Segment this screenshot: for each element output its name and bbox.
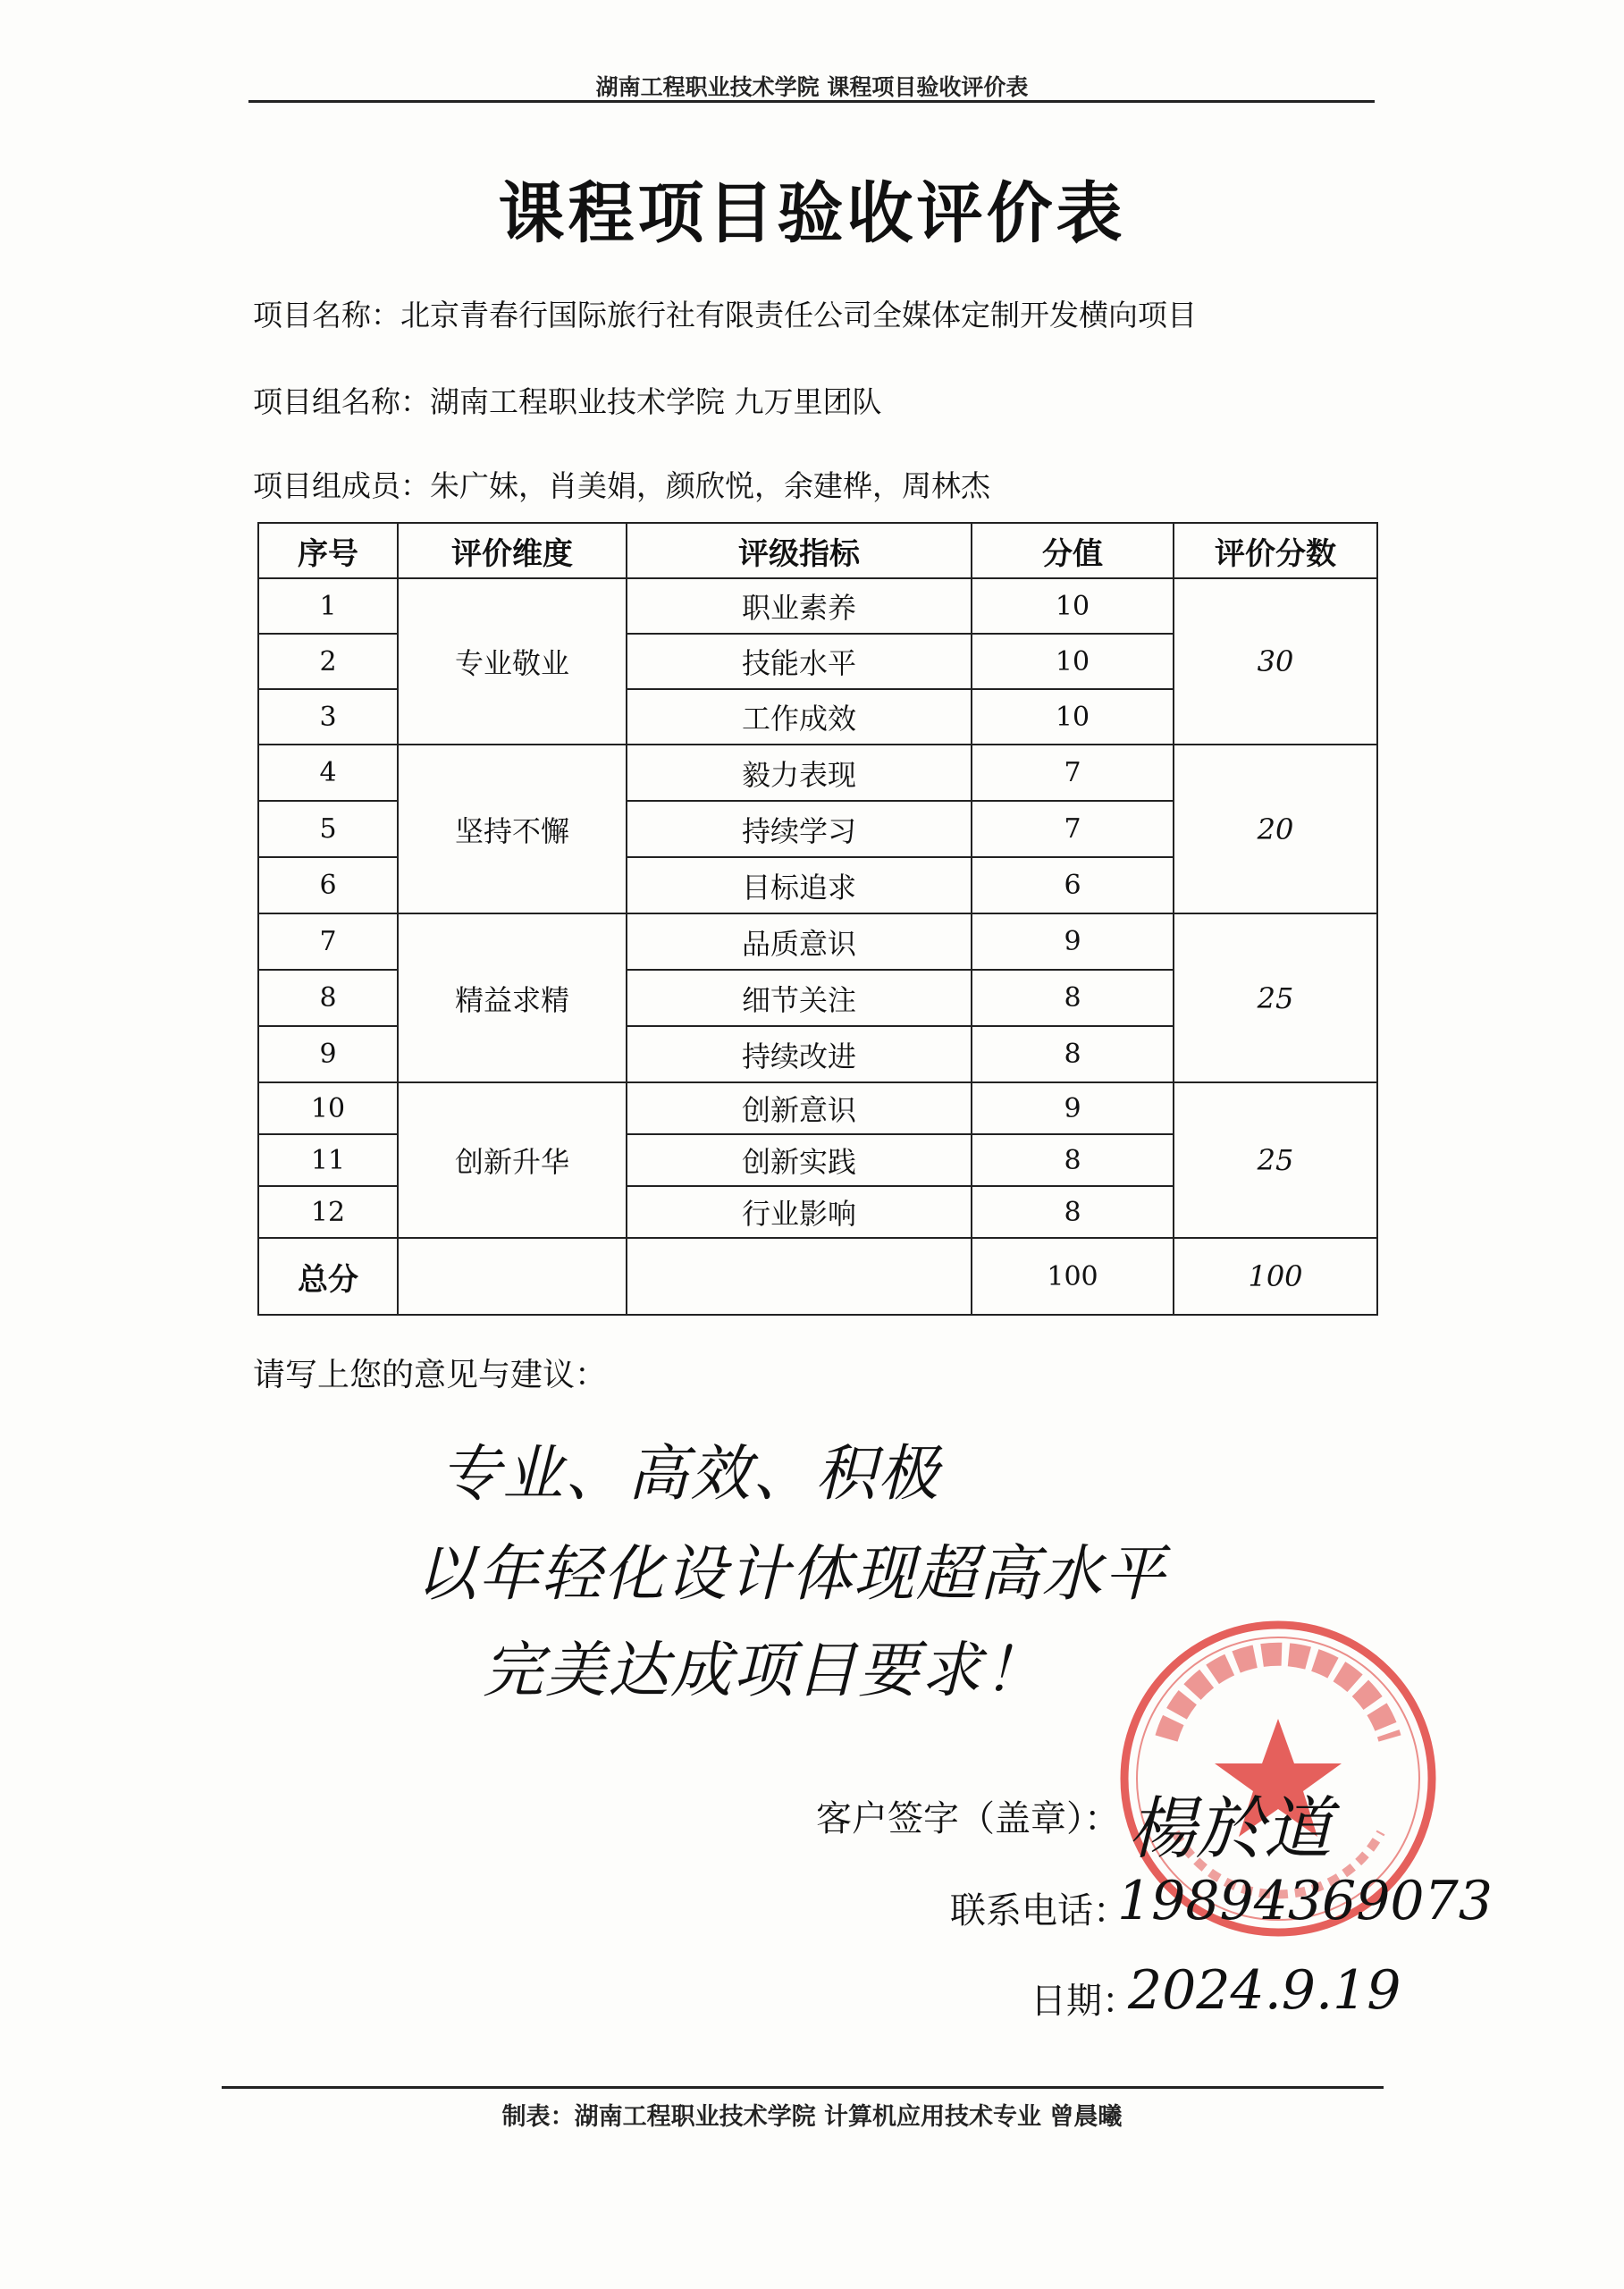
row-no: 1 <box>258 578 398 634</box>
header-no: 序号 <box>258 523 398 578</box>
indicator-cell: 行业影响 <box>627 1186 972 1238</box>
row-no: 10 <box>258 1082 398 1134</box>
row-no: 3 <box>258 689 398 745</box>
dimension-cell: 坚持不懈 <box>398 745 627 913</box>
table-row <box>258 745 1377 801</box>
page-footer: 制表：湖南工程职业技术学院 计算机应用技术专业 曾晨曦 <box>501 2103 1123 2131</box>
total-row <box>258 1238 1377 1315</box>
indicator-cell: 创新实践 <box>627 1134 972 1186</box>
table-row <box>258 913 1377 970</box>
team-name-row <box>253 379 882 421</box>
header-dimension: 评价维度 <box>398 523 627 578</box>
indicator-cell: 目标追求 <box>627 857 972 913</box>
feedback-line: 以年轻化设计体现超高水平 <box>416 1539 1167 1610</box>
indicator-cell: 毅力表现 <box>627 745 972 801</box>
client-signature: 楊於道 <box>1128 1788 1332 1868</box>
header-points: 分值 <box>972 523 1174 578</box>
row-no: 8 <box>258 970 398 1026</box>
total-empty-cell <box>398 1238 627 1315</box>
indicator-cell: 细节关注 <box>627 970 972 1026</box>
page-title: 课程项目验收评价表 <box>498 175 1126 252</box>
row-no: 12 <box>258 1186 398 1238</box>
points-cell: 7 <box>972 801 1174 857</box>
points-cell: 6 <box>972 857 1174 913</box>
header-indicator: 评级指标 <box>627 523 972 578</box>
team-members-value: 朱广妹，肖美娟，颜欣悦，余建桦，周林杰 <box>430 468 990 503</box>
date-label: 日期： <box>1031 1981 1138 2022</box>
points-cell: 10 <box>972 634 1174 689</box>
row-no: 4 <box>258 745 398 801</box>
indicator-cell: 持续改进 <box>627 1026 972 1082</box>
group-score-handwritten: 30 <box>1174 578 1377 745</box>
phone-label: 联系电话： <box>950 1890 1129 1931</box>
dimension-cell: 专业敬业 <box>398 578 627 745</box>
points-cell: 8 <box>972 1186 1174 1238</box>
team-name-value: 湖南工程职业技术学院 九万里团队 <box>430 384 882 419</box>
points-cell: 8 <box>972 1026 1174 1082</box>
row-no: 6 <box>258 857 398 913</box>
client-signature-label: 客户签字（盖章）： <box>816 1798 1120 1839</box>
footer-divider <box>222 2086 1384 2089</box>
total-score-handwritten: 100 <box>1174 1238 1377 1315</box>
phone-value: 19894369073 <box>1117 1870 1493 1932</box>
project-name-label: 项目名称： <box>253 298 400 332</box>
group-score-handwritten: 20 <box>1174 745 1377 913</box>
row-no: 9 <box>258 1026 398 1082</box>
dimension-cell: 精益求精 <box>398 913 627 1082</box>
feedback-line: 完美达成项目要求！ <box>483 1636 1047 1706</box>
table-row <box>258 1082 1377 1134</box>
indicator-cell: 职业素养 <box>627 578 972 634</box>
indicator-cell: 创新意识 <box>627 1082 972 1134</box>
points-cell: 10 <box>972 578 1174 634</box>
points-cell: 8 <box>972 970 1174 1026</box>
total-label: 总分 <box>258 1238 398 1315</box>
group-score-handwritten: 25 <box>1174 913 1377 1082</box>
project-name-row <box>253 292 1197 334</box>
header-score: 评价分数 <box>1174 523 1377 578</box>
team-members-label: 项目组成员： <box>253 468 430 503</box>
indicator-cell: 工作成效 <box>627 689 972 745</box>
date-value: 2024.9.19 <box>1128 1959 1401 2022</box>
row-no: 2 <box>258 634 398 689</box>
dimension-cell: 创新升华 <box>398 1082 627 1238</box>
feedback-prompt: 请写上您的意见与建议： <box>253 1357 608 1393</box>
page-header: 湖南工程职业技术学院 课程项目验收评价表 <box>595 74 1029 100</box>
indicator-cell: 持续学习 <box>627 801 972 857</box>
points-cell: 9 <box>972 913 1174 970</box>
row-no: 7 <box>258 913 398 970</box>
row-no: 11 <box>258 1134 398 1186</box>
indicator-cell: 品质意识 <box>627 913 972 970</box>
row-no: 5 <box>258 801 398 857</box>
points-cell: 10 <box>972 689 1174 745</box>
team-members-row <box>253 463 990 505</box>
total-empty-cell <box>627 1238 972 1315</box>
team-name-label: 项目组名称： <box>253 384 430 419</box>
table-row <box>258 578 1377 634</box>
total-points: 100 <box>972 1238 1174 1315</box>
group-score-handwritten: 25 <box>1174 1082 1377 1238</box>
evaluation-table <box>257 522 1378 1316</box>
project-name-value: 北京青春行国际旅行社有限责任公司全媒体定制开发横向项目 <box>400 298 1197 332</box>
feedback-line: 专业、高效、积极 <box>440 1439 941 1510</box>
indicator-cell: 技能水平 <box>627 634 972 689</box>
points-cell: 9 <box>972 1082 1174 1134</box>
points-cell: 8 <box>972 1134 1174 1186</box>
points-cell: 7 <box>972 745 1174 801</box>
header-divider <box>248 100 1375 103</box>
table-header-row <box>258 523 1377 578</box>
